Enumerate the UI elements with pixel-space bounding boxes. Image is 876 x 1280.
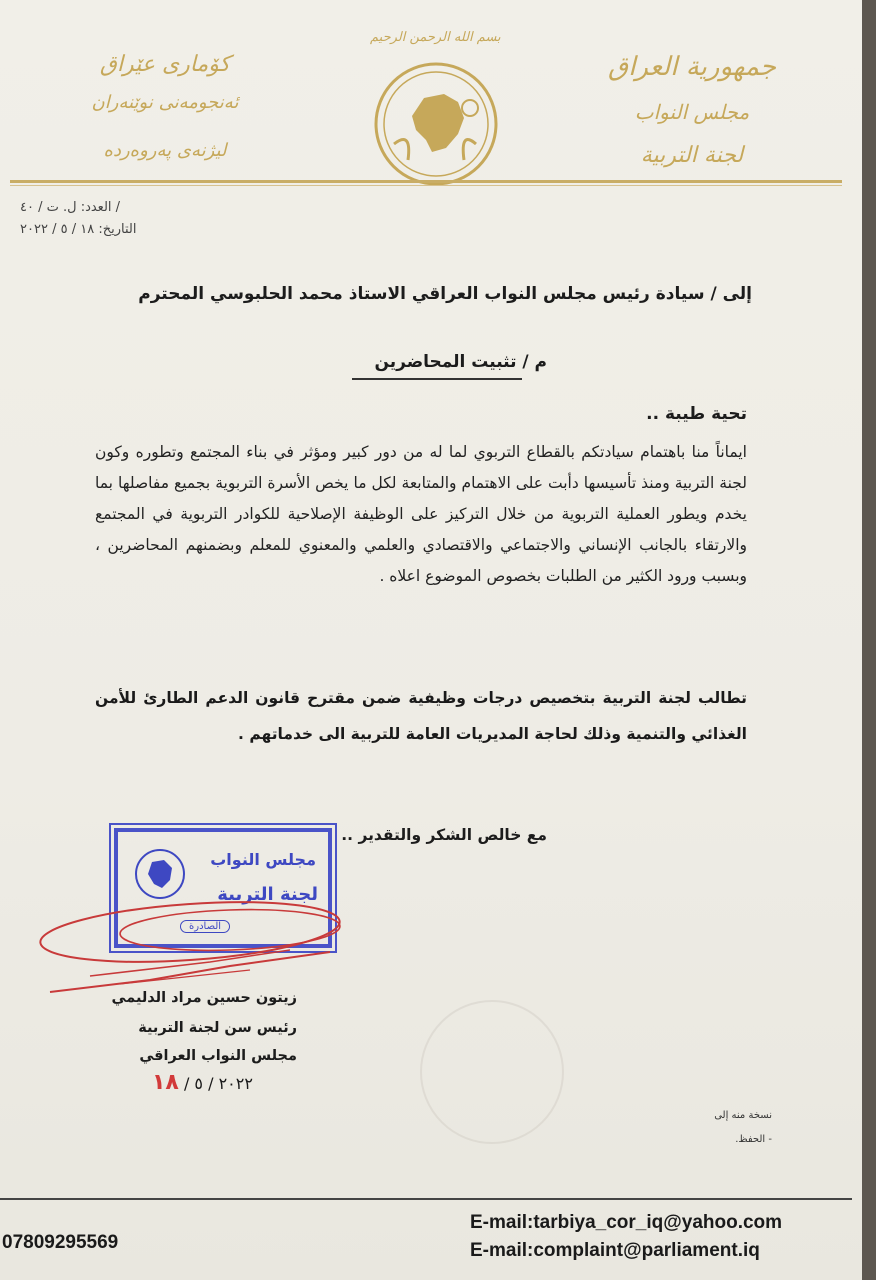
signatory-organization: مجلس النواب العراقي	[139, 1048, 297, 1064]
header-divider-thin	[10, 185, 842, 186]
body-paragraph-2: تطالب لجنة التربية بتخصيص درجات وظيفية ضمن مقترح قانون الدعم الطارئ للأمن الغذائي والتنمية وذلك لحاجة المديريات العامة للتربية الى خدماتهم .	[95, 689, 747, 743]
copy-to-label: نسخة منه إلى	[714, 1110, 772, 1121]
header-parliament: مجلس النواب	[634, 100, 750, 124]
header-country: جمهورية العراق	[608, 52, 776, 82]
subject-underline	[352, 378, 522, 380]
greeting: تحية طيبة ..	[646, 404, 747, 424]
footer-divider	[0, 1198, 852, 1200]
header-committee-kurdish: لیژنەی پەروەردە	[103, 140, 227, 161]
reference-number: العدد: ل. ت / ٤٠ /	[20, 200, 121, 215]
header-committee: لجنة التربية	[640, 143, 744, 168]
letter-date: التاريخ: ١٨ / ٥ / ٢٠٢٢	[20, 222, 137, 237]
signature-date: ٢٠٢٢ / ٥ / ١٨	[152, 1070, 253, 1095]
footer-email-1: E-mail:tarbiya_cor_iq@yahoo.com	[470, 1212, 783, 1233]
stamp-line-1: مجلس النواب	[210, 850, 316, 869]
header-country-kurdish: كۆماری عێراق	[99, 52, 231, 77]
closing-thanks: مع خالص الشكر والتقدير ..	[341, 826, 547, 844]
basmala: بسم الله الرحمن الرحيم	[370, 30, 501, 45]
stamp-line-2: لجنة التربية	[217, 884, 318, 905]
signature-date-year: ٢٠٢٢	[218, 1074, 253, 1093]
subject: م / تثبيت المحاضرين	[374, 352, 547, 372]
signatory-title: رئيس سن لجنة التربية	[138, 1020, 297, 1036]
signature-date-day: ١٨	[152, 1070, 179, 1095]
faint-seal-watermark	[420, 1000, 564, 1144]
footer-email-2: E-mail:complaint@parliament.iq	[470, 1240, 760, 1261]
footer-phone: 07809295569	[2, 1232, 119, 1253]
header-divider	[10, 180, 842, 183]
addressee: إلى / سيادة رئيس مجلس النواب العراقي الاستاذ محمد الحلبوسي المحترم	[138, 284, 752, 304]
body-paragraph-1: ايماناً منا باهتمام سيادتكم بالقطاع التربوي لما له من دور كبير ومؤثر في بناء المجتمع وتطوره وكون لجنة التربية ومنذ تأسيسها دأبت على الاهتمام والمتابعة لكل ما يخص الأسرة التربوية بجميع مفاصلها بما يخدم ويطور العملية التربوية من خلال التركيز على الوظيفة الإصلاحية للكوادر التربوية في المجتمع والارتقاء بالجانب الإنساني والاجتماعي والاقتصادي والعلمي والمعنوي للمعلم وبضمنهم المحاضرين ، وبسبب ورود الكثير من الطلبات بخصوص الموضوع اعلاه .	[95, 443, 747, 585]
signatory-name: زيتون حسين مراد الدليمي	[111, 990, 297, 1006]
copy-to-item: - الحفظ.	[735, 1134, 772, 1145]
stamp-line-3: الصادرة	[180, 920, 230, 933]
header-parliament-kurdish: ئەنجومەنی نوێنەران	[91, 92, 239, 113]
signature-date-month: ٥	[194, 1074, 204, 1093]
parliament-emblem-icon	[372, 60, 500, 188]
